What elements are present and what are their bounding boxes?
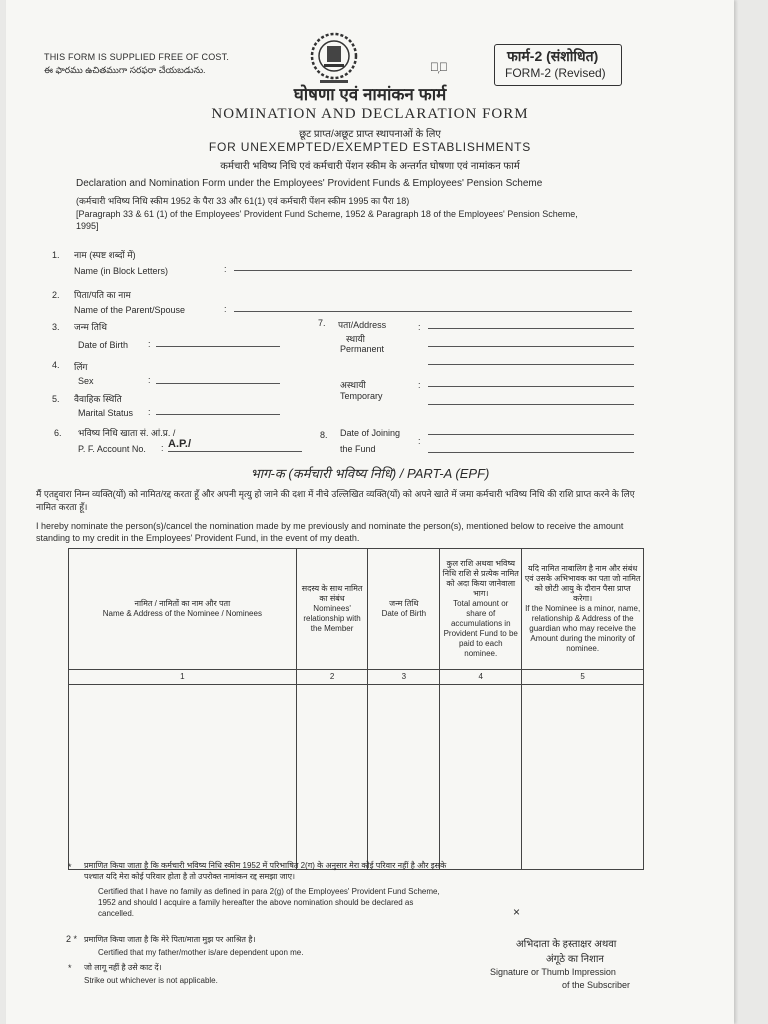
- field-joining-label: Date of Joining: [340, 428, 401, 438]
- col-nominee-name-header: [69, 549, 297, 670]
- field-1-number: 1.: [52, 250, 60, 260]
- field-7-number: 7.: [318, 318, 326, 328]
- signature-label-2: of the Subscriber: [562, 980, 631, 990]
- field-temporary-label-hindi: अस्थायी: [340, 380, 366, 390]
- field-parent-colon: :: [224, 304, 227, 314]
- subtitle-hindi: छूट प्राप्त/अछूट प्राप्त स्थापनाओं के लिए: [299, 129, 441, 140]
- subtitle-english: FOR UNEXEMPTED/EXEMPTED ESTABLISHMENTS: [208, 140, 532, 154]
- field-name-label-hindi: नाम (स्पष्ट शब्दों में): [74, 250, 136, 260]
- note-1-hindi: प्रमाणित किया जाता है कि कर्मचारी भविष्य निधि स्कीम 1952 में परिभाषित 2(ग) के अनुसार मेरा कोई परिवार नहीं है और इसके पश्चात यदि मेरा कोई परिवार होता है तो उपरोक्त नामांकन रद्द समझा जाए।: [84, 861, 447, 881]
- form-number-hindi: फार्म-2 (संशोधित): [507, 48, 599, 64]
- guardian-cell[interactable]: [522, 685, 644, 870]
- note-1-mark: *: [68, 862, 72, 872]
- field-5-number: 5.: [52, 394, 60, 404]
- field-sex-label: Sex: [78, 376, 94, 386]
- permanent-address-line-3[interactable]: [428, 364, 634, 365]
- field-marital-colon: :: [148, 407, 151, 417]
- table-header-row: [69, 549, 644, 670]
- field-address-colon: :: [418, 322, 421, 332]
- note-2-mark: 2 *: [66, 934, 78, 944]
- free-notice: THIS FORM IS SUPPLIED FREE OF COST.: [44, 52, 230, 62]
- col1-english: Name & Address of the Nominee / Nominees: [102, 609, 262, 618]
- marital-status-field[interactable]: [156, 414, 280, 415]
- scheme-english: Declaration and Nomination Form under the Employees' Provident Funds & Employees' Pension Scheme: [76, 178, 543, 189]
- col-dob-header: [368, 549, 440, 670]
- pf-account-prefix: A.P./: [168, 438, 192, 450]
- sex-field[interactable]: [156, 383, 280, 384]
- pf-account-field[interactable]: [168, 451, 302, 452]
- col2-hindi: सदस्य के साथ नामित का संबंध: [301, 584, 363, 603]
- paragraph-ref-hindi: (कर्मचारी भविष्य निधि स्कीम 1952 के पैरा 33 और 61(1) एवं कर्मचारी पेंशन स्कीम 1995 का पैरा 18): [76, 196, 410, 206]
- field-sex-label-hindi: लिंग: [74, 362, 88, 372]
- col2-english: Nominees' relationship with the Member: [303, 604, 361, 633]
- relationship-cell[interactable]: [296, 685, 368, 870]
- field-name-colon: :: [224, 264, 227, 274]
- col-number: 4: [440, 670, 522, 685]
- note-1-english: Certified that I have no family as defined in para 2(g) of the Employees' Provident Fund Scheme, 1952 and should I acquire a family hereafter the above nomination should be declared as cancelled.: [98, 887, 440, 918]
- declaration-hindi: मैं एतद्द्वारा निम्न व्यक्ति(यों) को नामित/रद्द करता हूँ और अपनी मृत्यु हो जाने की दशा में नीचे उल्लिखित व्यक्ति(यों) को अपने खाते में जमा कर्मचारी भविष्य निधि की राशि प्राप्त करने के लिए नामित करता हूँ।: [36, 489, 635, 512]
- field-permanent-label: Permanent: [340, 344, 385, 354]
- temporary-address-line-1[interactable]: [428, 386, 634, 387]
- field-marital-label: Marital Status: [78, 408, 134, 418]
- field-permanent-label-hindi: स्थायी: [346, 334, 365, 344]
- field-temporary-label: Temporary: [340, 391, 383, 401]
- col5-hindi: यदि नामित नाबालिग है नाम और संबंध एवं उसके अभिभावक का पता जो नामित को छोटी आयु के दौरान पैसा प्राप्त करेगा।: [524, 564, 641, 603]
- date-of-joining-field-2[interactable]: [428, 452, 634, 453]
- field-address-label: पता/Address: [338, 320, 387, 330]
- field-dob-colon: :: [148, 339, 151, 349]
- nominee-table: [68, 548, 644, 870]
- field-pf-label: P. F. Account No.: [78, 444, 146, 454]
- epfo-emblem-icon: [300, 28, 368, 88]
- declaration-english: I hereby nominate the person(s)/cancel the nomination made by me previously and nominate the person(s), mentioned below to receive the amount standing to my credit in the Employees' Provident Fund, in the event of my death.: [36, 521, 624, 543]
- cross-mark: ×: [513, 905, 521, 919]
- table-row: [69, 685, 644, 870]
- free-notice-telugu: ఈ ఫారము ఉచితముగా సరఫరా చేయబడును.: [44, 65, 206, 75]
- field-6-number: 6.: [54, 428, 62, 438]
- nominee-dob-cell[interactable]: [368, 685, 440, 870]
- field-parent-label-hindi: पिता/पति का नाम: [74, 290, 131, 300]
- col-number: 5: [522, 670, 644, 685]
- temporary-address-line-2[interactable]: [428, 404, 634, 405]
- col5-english: If the Nominee is a minor, name, relationship & Address of the guardian who may receive the Amount during the minority of nominee.: [525, 604, 641, 653]
- field-2-number: 2.: [52, 290, 60, 300]
- field-pf-colon: :: [161, 443, 164, 453]
- title-hindi: घोषणा एवं नामांकन फार्म: [293, 85, 447, 104]
- signature-label-hindi-2: अंगूठे का निशान: [546, 954, 604, 965]
- date-of-birth-field[interactable]: [156, 346, 280, 347]
- date-of-joining-field[interactable]: [428, 434, 634, 435]
- scribble-mark: ঋ᷊ঃ: [430, 60, 448, 74]
- column-number-row: [69, 670, 644, 685]
- form-sheet: [6, 0, 734, 1024]
- col3-english: Date of Birth: [381, 609, 427, 618]
- note-2-hindi: प्रमाणित किया जाता है कि मेरे पिता/माता मुझ पर आश्रित है।: [84, 935, 256, 944]
- field-joining-colon: :: [418, 436, 421, 446]
- col3-hindi: जन्म तिथि: [389, 599, 419, 608]
- paragraph-ref-english: [Paragraph 33 & 61 (1) of the Employees' Provident Fund Scheme, 1952 & Paragraph 18 of the Employees' Pension Scheme, 1995]: [76, 209, 578, 231]
- field-parent-label: Name of the Parent/Spouse: [74, 305, 186, 315]
- field-dob-label: Date of Birth: [78, 340, 129, 350]
- scheme-hindi: कर्मचारी भविष्य निधि एवं कर्मचारी पेंशन स्कीम के अन्तर्गत घोषणा एवं नामांकन फार्म: [220, 161, 520, 172]
- field-4-number: 4.: [52, 360, 60, 370]
- field-marital-label-hindi: वैवाहिक स्थिति: [74, 394, 122, 404]
- col4-english: Total amount or share of accumulations in Provident Fund to be paid to each nominee.: [443, 599, 518, 658]
- col-guardian-header: [522, 549, 644, 670]
- col4-hindi: कुल राशि अथवा भविष्य निधि राशि से प्रत्येक नामित को अदा किया जानेवाला भाग।: [442, 559, 519, 598]
- title-english: NOMINATION AND DECLARATION FORM: [211, 106, 529, 122]
- share-cell[interactable]: [440, 685, 522, 870]
- field-8-number: 8.: [320, 430, 328, 440]
- permanent-address-line-2[interactable]: [428, 346, 634, 347]
- field-joining-label-2: the Fund: [340, 444, 376, 454]
- note-3-mark: *: [68, 963, 72, 973]
- form-number-english: FORM-2 (Revised): [505, 66, 606, 80]
- signature-label-hindi: अभिदाता के हस्ताक्षर अथवा: [516, 939, 617, 950]
- note-3-hindi: जो लागू नहीं है उसे काट दें।: [84, 963, 162, 972]
- field-dob-label-hindi: जन्म तिथि: [74, 322, 107, 332]
- part-a-title: भाग-क (कर्मचारी भविष्य निधि) / PART-A (EPF): [250, 466, 490, 481]
- nominee-name-cell[interactable]: [69, 685, 297, 870]
- col-number: 1: [69, 670, 297, 685]
- col-relationship-header: [296, 549, 368, 670]
- field-name-label: Name (in Block Letters): [74, 266, 169, 276]
- form-number-box: [494, 44, 622, 86]
- field-sex-colon: :: [148, 375, 151, 385]
- permanent-address-line-1[interactable]: [428, 328, 634, 329]
- col1-hindi: नामित / नामितों का नाम और पता: [134, 599, 231, 608]
- col-number: 3: [368, 670, 440, 685]
- note-2-english: Certified that my father/mother is/are dependent upon me.: [98, 948, 304, 957]
- field-pf-label-hindi: भविष्य निधि खाता सं. आं.प्र. /: [78, 428, 176, 438]
- name-field[interactable]: [234, 270, 632, 271]
- col-share-header: [440, 549, 522, 670]
- field-temporary-colon: :: [418, 380, 421, 390]
- signature-label: Signature or Thumb Impression: [490, 967, 616, 977]
- parent-spouse-field[interactable]: [234, 311, 632, 312]
- col-number: 2: [296, 670, 368, 685]
- note-3-english: Strike out whichever is not applicable.: [84, 976, 218, 985]
- field-3-number: 3.: [52, 322, 60, 332]
